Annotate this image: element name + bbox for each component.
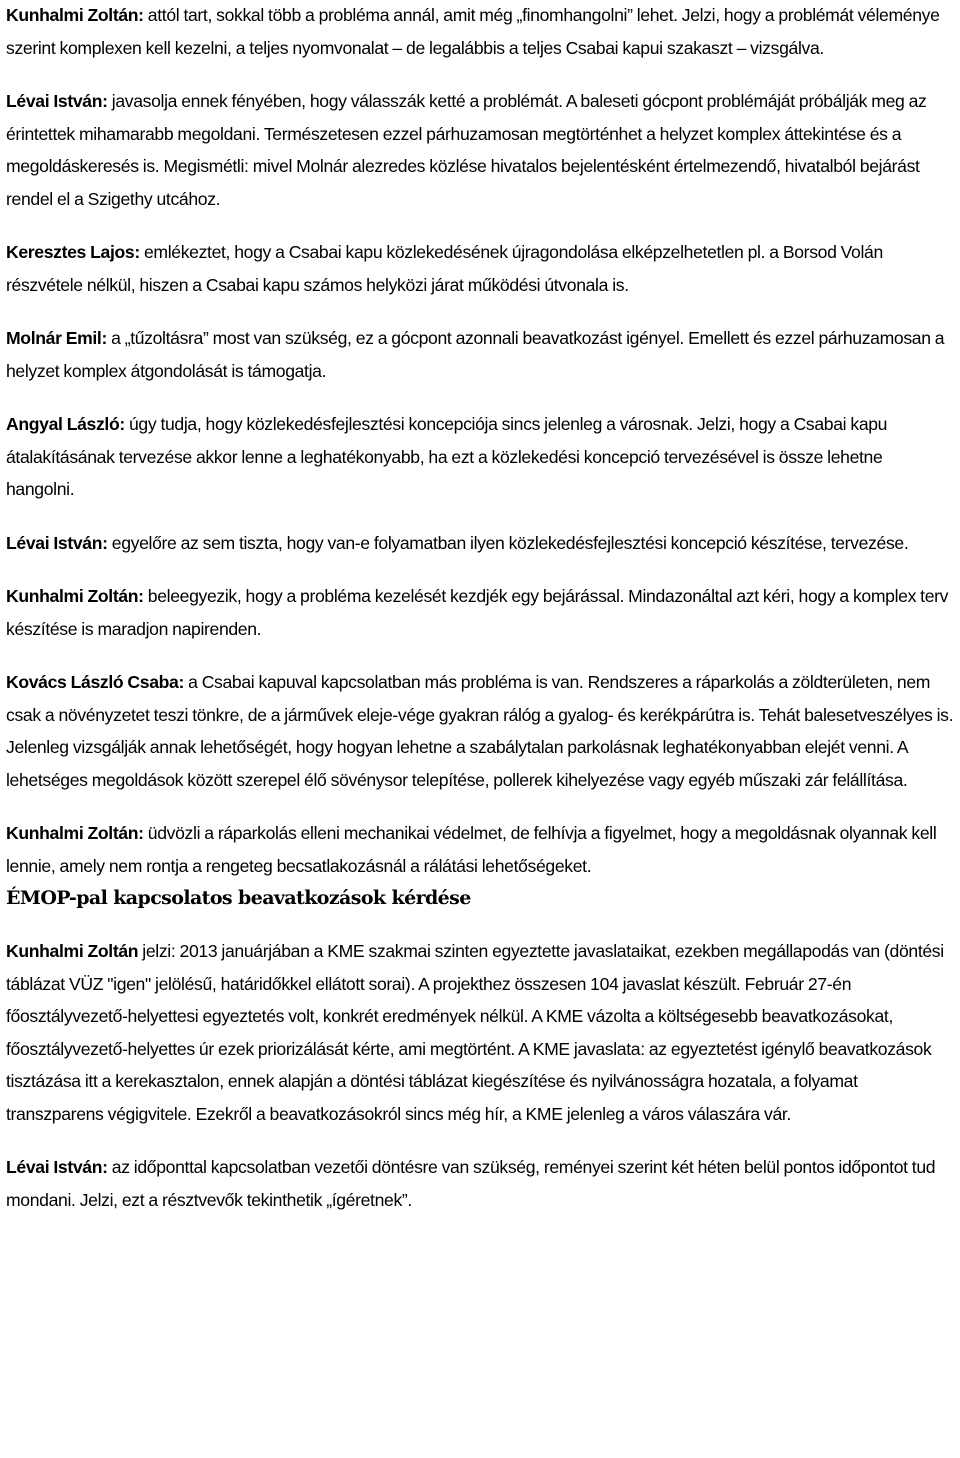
speaker-name: Keresztes Lajos: bbox=[6, 242, 140, 262]
speaker-name: Molnár Emil: bbox=[6, 328, 107, 348]
speaker-name: Kunhalmi Zoltán: bbox=[6, 823, 144, 843]
paragraph-text: üdvözli a ráparkolás elleni mechanikai védelmet, de felhívja a figyelmet, hogy a megoldásnak olyannak kell lennie, amely nem rontja a rengeteg becsatlakozásnál a rálátási lehetőségeket. bbox=[6, 823, 937, 876]
paragraph-text: egyelőre az sem tiszta, hogy van-e folyamatban ilyen közlekedésfejlesztési koncepció készítése, tervezése. bbox=[107, 532, 909, 553]
paragraph-text: jelzi: 2013 januárjában a KME szakmai szinten egyeztette javaslataikat, ezekben megállapodás van (döntési táblázat VÜZ "igen" jelölésű, határidőkkel ellátott sorai). A projekthez összesen 104 javaslat készült. Február 27-én főosztályvezető-helyettesi egyeztetés volt, konkrét eredmények nélkül. A KME vázolta a költségesebb beavatkozásokat, főosztályvezető-helyettes úr ezek priorizálását kérte, ami megtörtént. A KME javaslata: az egyeztetést igénylő beavatkozások tisztázása itt a kerekasztalon, ennek alapján a döntési táblázat kiegészítése és nyilvánosságra hozatala, a folyamat transzparens végigvitele. Ezekről a beavatkozásokról sincs még hír, a KME jelenleg a város válaszára vár. bbox=[6, 941, 944, 1124]
speaker-name: Angyal László: bbox=[6, 414, 125, 434]
paragraph bbox=[6, 527, 954, 560]
paragraph bbox=[6, 1151, 954, 1216]
paragraph bbox=[6, 580, 954, 645]
paragraph bbox=[6, 817, 954, 882]
paragraph-text: az időponttal kapcsolatban vezetői döntésre van szükség, reményei szerint két héten belül pontos időpontot tud mondani. Jelzi, ezt a résztvevők tekinthetik „ígéretnek”. bbox=[6, 1157, 936, 1210]
paragraph-text: javasolja ennek fényében, hogy válasszák ketté a problémát. A baleseti gócpont problémáját próbálják meg az érintettek mihamarabb megoldani. Természetesen ezzel párhuzamosan megtörténhet a helyzet komplex áttekintése és a megoldáskeresés is. Megismétli: mivel Molnár alezredes közlése hivatalos bejelentésként értelmezendő, hivatalból bejárást rendel el a Szigethy utcához. bbox=[6, 91, 927, 209]
paragraph-text: a „tűzoltásra” most van szükség, ez a gócpont azonnali beavatkozást igényel. Emellett és ezzel párhuzamosan a helyzet komplex átgondolását is támogatja. bbox=[6, 328, 945, 381]
paragraph bbox=[6, 0, 954, 64]
section-heading: ÉMOP-pal kapcsolatos beavatkozások kérdése bbox=[6, 887, 471, 909]
paragraph-text: emlékeztet, hogy a Csabai kapu közlekedésének újragondolása elképzelhetetlen pl. a Borsod Volán részvétele nélkül, hiszen a Csabai kapu számos helyközi járat működési útvonala is. bbox=[6, 242, 883, 295]
speaker-name: Lévai István: bbox=[6, 1157, 108, 1177]
paragraph bbox=[6, 935, 954, 1130]
paragraph bbox=[6, 408, 954, 506]
speaker-name: Lévai István: bbox=[6, 532, 108, 553]
paragraph-text: a Csabai kapuval kapcsolatban más probléma is van. Rendszeres a ráparkolás a zöldterületen, nem csak a növényzetet teszi tönkre, de a járművek eleje-vége gyakran rálóg a gyalog- és kerékpárútra is. Tehát balesetveszélyes is. Jelenleg vizsgálják annak lehetőségét, hogy hogyan lehetne a szabálytalan parkolásnak leghatékonyabban elejét venni. A lehetséges megoldások között szerepel élő sövénysor telepítése, pollerek kihelyezése vagy egyéb műszaki zár felállítása. bbox=[6, 672, 954, 790]
speaker-name: Kunhalmi Zoltán: bbox=[6, 586, 144, 606]
document-page bbox=[6, 0, 954, 1216]
paragraph-text: beleegyezik, hogy a probléma kezelését kezdjék egy bejárással. Mindazonáltal azt kéri, hogy a komplex terv készítése is maradjon napirenden. bbox=[6, 586, 949, 639]
paragraph bbox=[6, 322, 954, 387]
speaker-name: Lévai István: bbox=[6, 91, 108, 111]
paragraph bbox=[6, 85, 954, 215]
speaker-name: Kovács László Csaba: bbox=[6, 672, 184, 692]
paragraph bbox=[6, 236, 954, 301]
speaker-name: Kunhalmi Zoltán bbox=[6, 941, 139, 961]
speaker-name: Kunhalmi Zoltán: bbox=[6, 5, 144, 25]
paragraph bbox=[6, 666, 954, 796]
paragraph-text: úgy tudja, hogy közlekedésfejlesztési koncepciója sincs jelenleg a városnak. Jelzi, hogy a Csabai kapu átalakításának tervezése akkor lenne a leghatékonyabb, ha ezt a közlekedési koncepció tervezésével is össze lehetne hangolni. bbox=[6, 414, 888, 499]
paragraph-text: attól tart, sokkal több a probléma annál, amit még „finomhangolni” lehet. Jelzi, hogy a problémát véleménye szerint komplexen kell kezelni, a teljes nyomvonalat – de legalábbis a teljes Csabai kapui szakaszt – vizsgálva. bbox=[6, 5, 940, 58]
